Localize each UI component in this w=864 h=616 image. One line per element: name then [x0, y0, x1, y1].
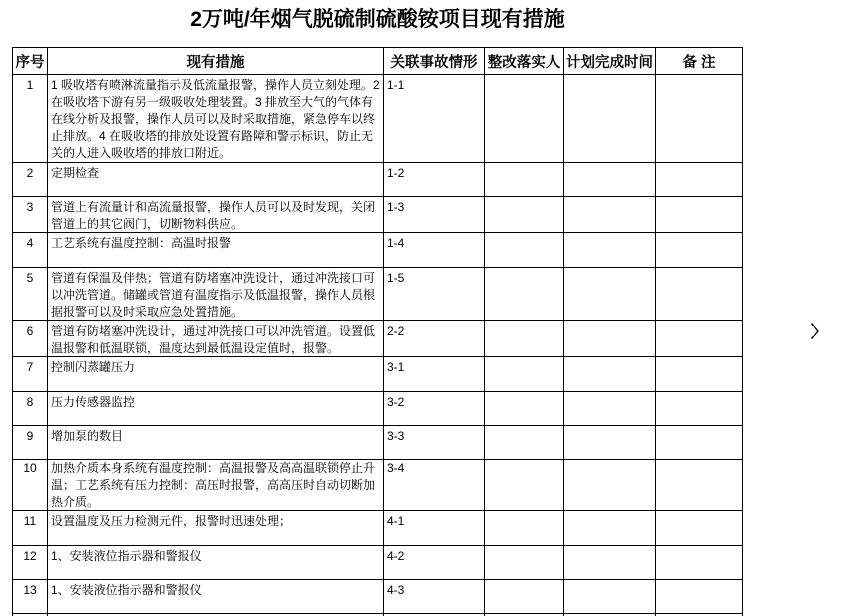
- deadline-cell[interactable]: [564, 426, 656, 459]
- table-row: [13, 460, 743, 511]
- table-row: [13, 321, 743, 357]
- measure-cell[interactable]: 1 吸收塔有喷淋流量指示及低流量报警，操作人员立刻处理。2 在吸收塔下游有另一级吸收处理装置。3 排放至大气的气体有在线分析及报警，操作人员可以及时采取措施，紧急停车以终止排放。4 在吸收塔的排放处设置有路障和警示标识，防止无关的人进入吸收塔的排放口附近。: [48, 75, 384, 162]
- measure-cell[interactable]: 1、安装液位指示器和警报仪: [48, 580, 384, 613]
- row-number-cell[interactable]: 6: [13, 321, 48, 356]
- deadline-cell[interactable]: [564, 75, 656, 162]
- table-row: [13, 163, 743, 197]
- remarks-cell[interactable]: [656, 163, 743, 196]
- remarks-cell[interactable]: [656, 233, 743, 267]
- deadline-cell[interactable]: [564, 357, 656, 391]
- scenario-cell[interactable]: 1-5: [384, 268, 485, 320]
- row-number-cell[interactable]: 7: [13, 357, 48, 391]
- table-row: [13, 233, 743, 268]
- header-responsible: 整改落实人: [485, 48, 564, 74]
- responsible-cell[interactable]: [485, 197, 564, 232]
- remarks-cell[interactable]: [656, 268, 743, 320]
- remarks-cell[interactable]: [656, 426, 743, 459]
- deadline-cell[interactable]: [564, 233, 656, 267]
- deadline-cell[interactable]: [564, 268, 656, 320]
- remarks-cell[interactable]: [656, 197, 743, 232]
- deadline-cell[interactable]: [564, 546, 656, 579]
- row-number-cell[interactable]: 10: [13, 460, 48, 510]
- measure-cell[interactable]: 管道有防堵塞冲洗设计，通过冲洗接口可以冲洗管道。设置低温报警和低温联锁，温度达到最低温设定值时，报警。: [48, 321, 384, 356]
- table-header-row: [13, 48, 743, 75]
- scenario-cell[interactable]: 1-1: [384, 75, 485, 162]
- responsible-cell[interactable]: [485, 460, 564, 510]
- remarks-cell[interactable]: [656, 460, 743, 510]
- remarks-cell[interactable]: [656, 546, 743, 579]
- scenario-cell[interactable]: 4-3: [384, 580, 485, 613]
- table-row: [13, 268, 743, 321]
- row-number-cell[interactable]: 11: [13, 511, 48, 545]
- row-number-cell[interactable]: 5: [13, 268, 48, 320]
- responsible-cell[interactable]: [485, 75, 564, 162]
- table-row: [13, 426, 743, 460]
- table-row: [13, 511, 743, 546]
- measure-cell[interactable]: 增加泵的数目: [48, 426, 384, 459]
- responsible-cell[interactable]: [485, 321, 564, 356]
- remarks-cell[interactable]: [656, 511, 743, 545]
- measure-cell[interactable]: 压力传感器监控: [48, 392, 384, 425]
- header-deadline: 计划完成时间: [564, 48, 656, 74]
- deadline-cell[interactable]: [564, 163, 656, 196]
- deadline-cell[interactable]: [564, 580, 656, 613]
- deadline-cell[interactable]: [564, 511, 656, 545]
- row-number-cell[interactable]: 13: [13, 580, 48, 613]
- scenario-cell[interactable]: 4-1: [384, 511, 485, 545]
- row-number-cell[interactable]: 9: [13, 426, 48, 459]
- responsible-cell[interactable]: [485, 268, 564, 320]
- scenario-cell[interactable]: 3-4: [384, 460, 485, 510]
- deadline-cell[interactable]: [564, 321, 656, 356]
- measure-cell[interactable]: 管道有保温及伴热；管道有防堵塞冲洗设计，通过冲洗接口可以冲洗管道。储罐或管道有温度指示及低温报警，操作人员根据报警可以及时采取应急处置措施。: [48, 268, 384, 320]
- responsible-cell[interactable]: [485, 580, 564, 613]
- remarks-cell[interactable]: [656, 392, 743, 425]
- page-title: 2万吨/年烟气脱硫制硫酸铵项目现有措施: [190, 8, 565, 31]
- responsible-cell[interactable]: [485, 511, 564, 545]
- scenario-cell[interactable]: 1-3: [384, 197, 485, 232]
- scenario-cell[interactable]: 3-1: [384, 357, 485, 391]
- scenario-cell[interactable]: 1-4: [384, 233, 485, 267]
- scenario-cell[interactable]: 3-3: [384, 426, 485, 459]
- remarks-cell[interactable]: [656, 580, 743, 613]
- measure-cell[interactable]: 设置温度及压力检测元件，报警时迅速处理；: [48, 511, 384, 545]
- responsible-cell[interactable]: [485, 392, 564, 425]
- remarks-cell[interactable]: [656, 75, 743, 162]
- deadline-cell[interactable]: [564, 392, 656, 425]
- header-measure: 现有措施: [48, 48, 384, 74]
- responsible-cell[interactable]: [485, 426, 564, 459]
- row-number-cell[interactable]: 1: [13, 75, 48, 162]
- measure-cell[interactable]: 控制闪蒸罐压力: [48, 357, 384, 391]
- header-row-number: 序号: [13, 48, 48, 74]
- row-number-cell[interactable]: 3: [13, 197, 48, 232]
- measures-table: [12, 47, 743, 616]
- responsible-cell[interactable]: [485, 163, 564, 196]
- table-row: [13, 546, 743, 580]
- remarks-cell[interactable]: [656, 357, 743, 391]
- row-number-cell[interactable]: 4: [13, 233, 48, 267]
- row-number-cell[interactable]: 8: [13, 392, 48, 425]
- scenario-cell[interactable]: 4-2: [384, 546, 485, 579]
- measure-cell[interactable]: 管道上有流量计和高流量报警，操作人员可以及时发现，关闭管道上的其它阀门，切断物料供应。: [48, 197, 384, 232]
- measure-cell[interactable]: 工艺系统有温度控制：高温时报警: [48, 233, 384, 267]
- header-scenario: 关联事故情形: [384, 48, 485, 74]
- measure-cell[interactable]: 1、安装液位指示器和警报仪: [48, 546, 384, 579]
- measure-cell[interactable]: 定期检查: [48, 163, 384, 196]
- scenario-cell[interactable]: 3-2: [384, 392, 485, 425]
- scenario-cell[interactable]: 2-2: [384, 321, 485, 356]
- row-number-cell[interactable]: 12: [13, 546, 48, 579]
- responsible-cell[interactable]: [485, 233, 564, 267]
- scenario-cell[interactable]: 1-2: [384, 163, 485, 196]
- row-number-cell[interactable]: 2: [13, 163, 48, 196]
- header-remarks: 备 注: [656, 48, 743, 74]
- measure-cell[interactable]: 加热介质本身系统有温度控制：高温报警及高高温联锁停止升温；工艺系统有压力控制：高压时报警，高高压时自动切断加热介质。: [48, 460, 384, 510]
- table-row: [13, 75, 743, 163]
- responsible-cell[interactable]: [485, 546, 564, 579]
- deadline-cell[interactable]: [564, 197, 656, 232]
- table-row: [13, 392, 743, 426]
- table-row: [13, 357, 743, 392]
- mouse-pointer-icon: [810, 322, 820, 340]
- table-row: [13, 580, 743, 614]
- deadline-cell[interactable]: [564, 460, 656, 510]
- remarks-cell[interactable]: [656, 321, 743, 356]
- table-row: [13, 197, 743, 233]
- responsible-cell[interactable]: [485, 357, 564, 391]
